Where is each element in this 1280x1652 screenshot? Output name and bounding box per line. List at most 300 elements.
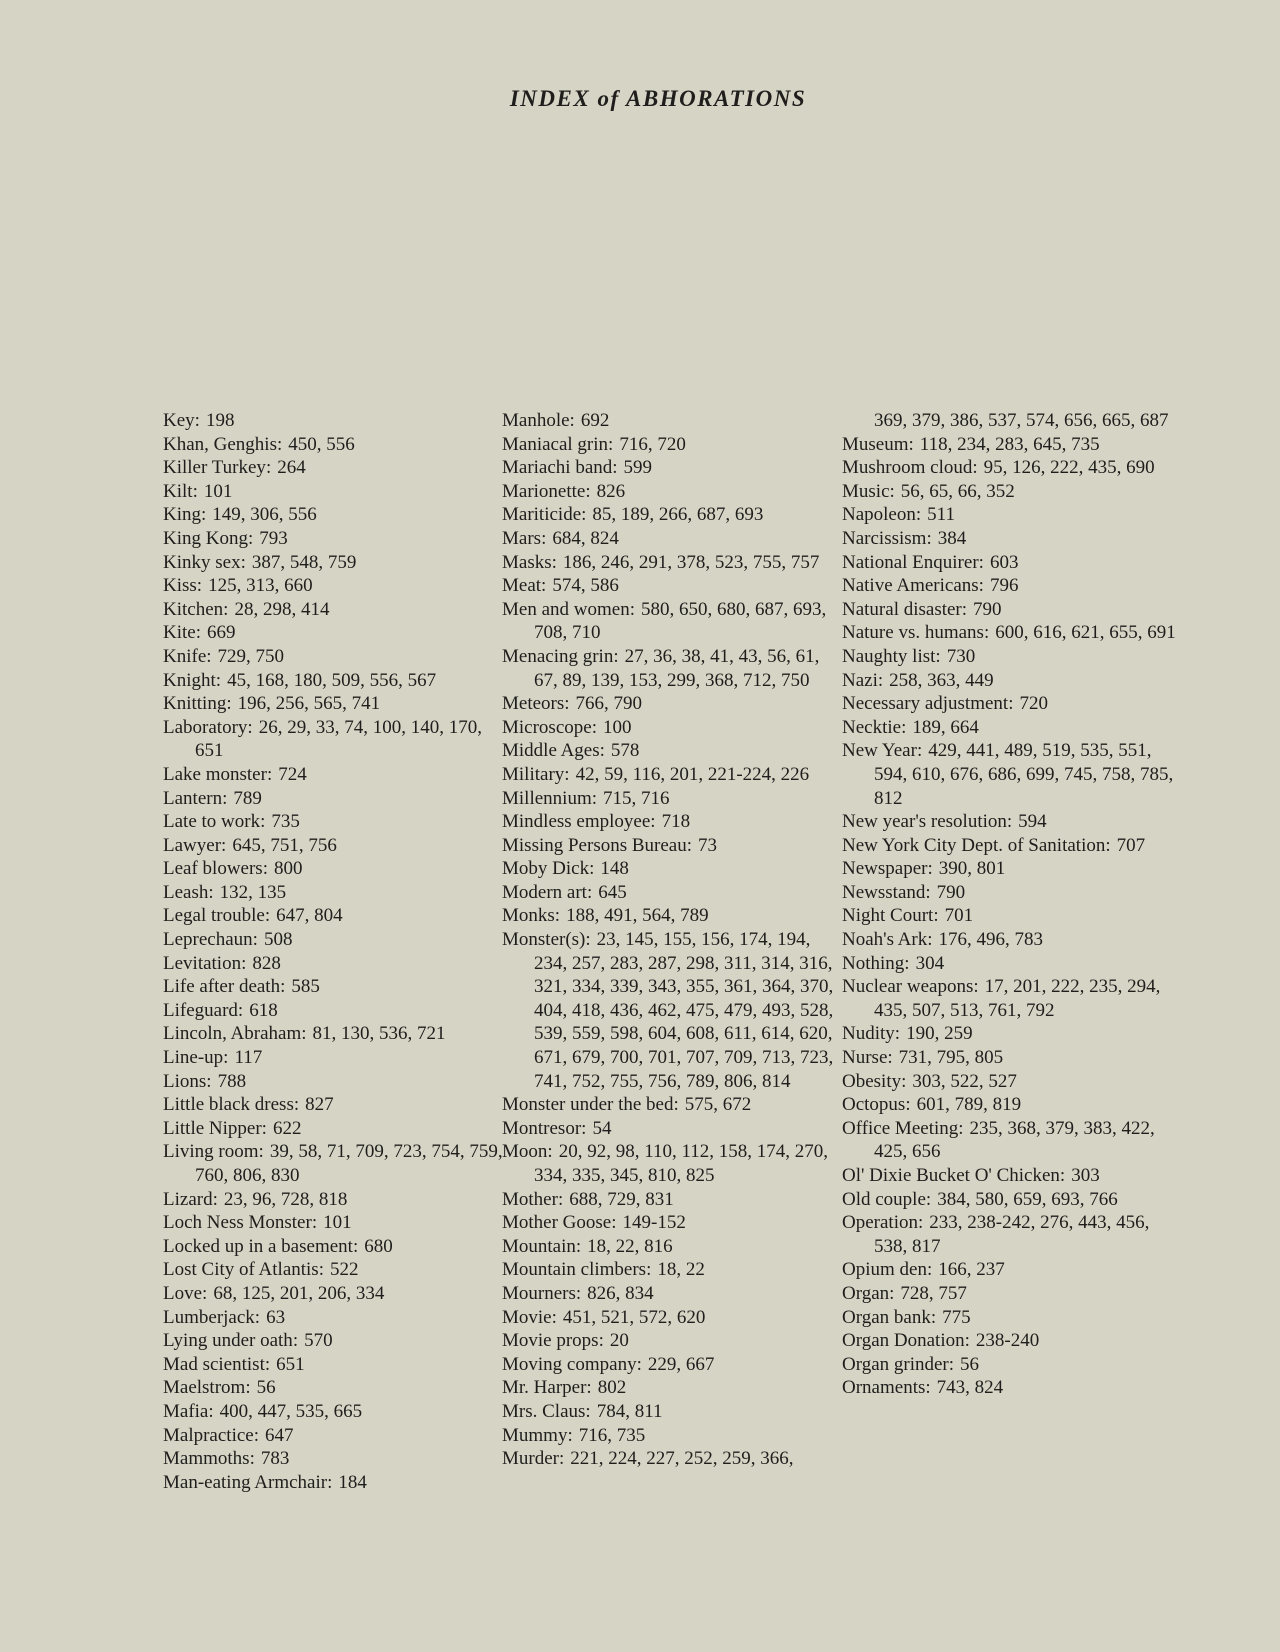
entry-term: Newsstand : (842, 882, 931, 903)
entry-term: Monster(s) : (502, 929, 591, 950)
entry-term: Military : (502, 764, 570, 785)
index-entry (502, 834, 842, 858)
entry-term: Moby Dick : (502, 858, 594, 879)
index-entry (842, 551, 1182, 575)
entry-pages: 688, 729, 831 (569, 1188, 674, 1210)
entry-term: Leash : (163, 882, 214, 903)
entry-pages: 384 (937, 527, 967, 549)
entry-term: Lying under oath : (163, 1330, 298, 1351)
entry-pages: 796 (989, 575, 1019, 597)
entry-term: Murder : (502, 1448, 564, 1469)
index-entry (163, 1188, 503, 1212)
index-entry (163, 787, 503, 811)
index-entry (502, 574, 842, 598)
entry-pages: 45, 168, 180, 509, 556, 567 (227, 669, 437, 691)
index-entry (163, 1400, 503, 1424)
index-entry (502, 503, 842, 527)
entry-term: Octopus : (842, 1094, 911, 1115)
entry-term: Loch Ness Monster : (163, 1212, 317, 1233)
entry-term: Modern art : (502, 882, 592, 903)
entry-term: Meteors : (502, 693, 570, 714)
index-entry (163, 1376, 503, 1400)
index-entry (842, 1046, 1182, 1070)
entry-pages: 369, 379, 386, 537, 574, 656, 665, 687 (874, 410, 1169, 431)
index-entry (163, 503, 503, 527)
entry-pages: 735 (271, 811, 300, 833)
entry-pages: 166, 237 (938, 1259, 1005, 1281)
index-entry (163, 1329, 503, 1353)
entry-term: Little black dress : (163, 1094, 299, 1115)
index-entry (163, 669, 503, 693)
entry-term: Lumberjack : (163, 1307, 260, 1328)
index-entry (163, 975, 503, 999)
entry-pages: 264 (277, 457, 306, 479)
entry-pages: 594 (1018, 811, 1047, 833)
entry-pages: 784, 811 (596, 1400, 663, 1422)
entry-term: Nazi : (842, 670, 883, 691)
entry-term: Night Court : (842, 905, 939, 926)
entry-term: Lawyer : (163, 835, 226, 856)
entry-term: Life after death : (163, 976, 285, 997)
entry-term: Music : (842, 481, 895, 502)
entry-term: National Enquirer : (842, 552, 984, 573)
entry-term: Malpractice : (163, 1425, 259, 1446)
entry-term: Love : (163, 1283, 207, 1304)
entry-pages: 18, 22 (657, 1259, 705, 1281)
index-entry (502, 1093, 842, 1117)
entry-pages: 692 (580, 410, 610, 431)
entry-term: Knitting : (163, 693, 232, 714)
entry-pages: 651 (276, 1353, 305, 1375)
entry-term: Knight : (163, 670, 221, 691)
page-title: INDEX of ABHORATIONS (509, 86, 807, 111)
entry-pages: 743, 824 (936, 1377, 1004, 1399)
entry-pages: 17, 201, 222, 235, 294, 435, 507, 513, 761, 792 (874, 976, 1161, 1021)
entry-pages: 198 (205, 410, 235, 431)
entry-term: Kitchen : (163, 599, 228, 620)
entry-term: Organ : (842, 1283, 894, 1304)
entry-pages: 233, 238-242, 276, 443, 456, 538, 817 (874, 1212, 1150, 1257)
entry-pages: 125, 313, 660 (208, 575, 313, 597)
entry-term: Mother : (502, 1189, 563, 1210)
entry-pages: 400, 447, 535, 665 (219, 1400, 363, 1422)
entry-pages: 600, 616, 621, 655, 691 (995, 622, 1176, 644)
entry-pages: 707 (1116, 834, 1146, 856)
entry-term: Ornaments : (842, 1377, 931, 1398)
entry-pages: 585 (291, 976, 320, 998)
index-entry (502, 787, 842, 811)
entry-term: Mars : (502, 528, 546, 549)
entry-pages: 645, 751, 756 (232, 834, 337, 856)
entry-term: Noah's Ark : (842, 929, 933, 950)
entry-term: Newspaper : (842, 858, 933, 879)
index-entry (842, 1117, 1182, 1164)
index-entry (842, 574, 1182, 598)
entry-term: Mindless employee : (502, 811, 656, 832)
entry-term: Lantern : (163, 788, 227, 809)
index-entry (842, 928, 1182, 952)
entry-term: Leaf blowers : (163, 858, 268, 879)
entry-pages: 729, 750 (217, 645, 285, 667)
index-entry (842, 598, 1182, 622)
entry-pages: 718 (661, 811, 691, 833)
entry-term: Natural disaster : (842, 599, 967, 620)
entry-term: Obesity : (842, 1071, 906, 1092)
index-entry (502, 1282, 842, 1306)
entry-term: Operation : (842, 1212, 923, 1233)
index-entry (502, 1424, 842, 1448)
entry-pages: 27, 36, 38, 41, 43, 56, 61, 67, 89, 139, 153, 299, 368, 712, 750 (534, 645, 820, 691)
entry-pages: 303 (1071, 1165, 1100, 1186)
entry-pages: 235, 368, 379, 383, 422, 425, 656 (874, 1117, 1155, 1163)
index-entry (163, 409, 503, 433)
index-entry (163, 999, 503, 1023)
entry-pages: 701 (944, 905, 974, 927)
index-entry (502, 1447, 842, 1471)
entry-term: Maniacal grin : (502, 434, 613, 455)
entry-pages: 229, 667 (647, 1353, 715, 1375)
entry-pages: 42, 59, 116, 201, 221-224, 226 (575, 763, 810, 785)
index-entry (842, 692, 1182, 716)
entry-term: Kite : (163, 622, 201, 643)
entry-pages: 23, 96, 728, 818 (223, 1188, 348, 1210)
index-entry (502, 1211, 842, 1235)
entry-pages: 132, 135 (219, 881, 287, 903)
entry-term: Office Meeting : (842, 1118, 964, 1139)
entry-pages: 429, 441, 489, 519, 535, 551, 594, 610, 676, 686, 699, 745, 758, 785, 812 (874, 740, 1174, 809)
entry-term: Microscope : (502, 717, 597, 738)
index-entry (842, 1070, 1182, 1094)
index-entry (502, 904, 842, 928)
entry-pages: 720 (1019, 693, 1048, 715)
index-entry (842, 621, 1182, 645)
entry-term: Organ bank : (842, 1307, 936, 1328)
entry-pages: 303, 522, 527 (912, 1070, 1017, 1092)
entry-pages: 647 (265, 1424, 294, 1446)
entry-term: Locked up in a basement : (163, 1236, 358, 1257)
entry-pages: 450, 556 (288, 433, 355, 455)
entry-pages: 716, 720 (619, 433, 686, 455)
index-entry (502, 928, 842, 1093)
index-column-right (842, 409, 1182, 1400)
entry-term: Monks : (502, 905, 560, 926)
entry-term: King Kong : (163, 528, 253, 549)
index-entry (163, 433, 503, 457)
entry-pages: 716, 735 (578, 1424, 646, 1446)
index-entry (502, 1329, 842, 1353)
index-entry (502, 645, 842, 692)
entry-pages: 149-152 (622, 1212, 686, 1234)
entry-pages: 189, 664 (912, 716, 979, 738)
index-entry (163, 810, 503, 834)
index-entry (842, 1306, 1182, 1330)
entry-term: New year's resolution : (842, 811, 1012, 832)
entry-term: Mountain climbers : (502, 1259, 651, 1280)
entry-term: Necessary adjustment : (842, 693, 1013, 714)
entry-term: Knife : (163, 646, 212, 667)
index-entry (842, 1164, 1182, 1188)
index-entry (842, 834, 1182, 858)
entry-term: Man-eating Armchair : (163, 1472, 332, 1493)
index-entry (502, 527, 842, 551)
index-entry (502, 480, 842, 504)
index-entry (842, 975, 1182, 1022)
index-entry (502, 1258, 842, 1282)
entry-pages: 56 (256, 1377, 276, 1399)
entry-term: New York City Dept. of Sanitation : (842, 835, 1111, 856)
index-entry (163, 1211, 503, 1235)
index-entry (502, 433, 842, 457)
index-entry (502, 551, 842, 575)
entry-term: Manhole : (502, 410, 575, 431)
entry-term: Kinky sex : (163, 552, 246, 573)
entry-pages: 684, 824 (552, 527, 619, 549)
entry-pages: 508 (263, 929, 293, 951)
entry-term: Masks : (502, 552, 557, 573)
entry-term: Laboratory : (163, 717, 253, 738)
index-entry (163, 1022, 503, 1046)
index-entry (163, 1046, 503, 1070)
entry-pages: 783 (260, 1448, 290, 1470)
entry-term: Late to work : (163, 811, 265, 832)
index-entry (502, 1235, 842, 1259)
entry-term: Mummy : (502, 1425, 573, 1446)
entry-pages: 793 (259, 527, 288, 549)
index-entry (842, 527, 1182, 551)
index-entry (502, 1376, 842, 1400)
entry-term: Native Americans : (842, 575, 984, 596)
index-entry (163, 551, 503, 575)
entry-pages: 100 (602, 716, 632, 738)
entry-pages: 18, 22, 816 (587, 1235, 673, 1257)
entry-pages: 766, 790 (575, 693, 643, 715)
index-entry (163, 527, 503, 551)
index-entry (842, 716, 1182, 740)
entry-pages: 574, 586 (552, 575, 619, 597)
entry-term: Millennium : (502, 788, 597, 809)
entry-pages: 511 (927, 504, 955, 526)
entry-pages: 730 (946, 645, 976, 667)
entry-term: Museum : (842, 434, 914, 455)
entry-term: Men and women : (502, 599, 635, 620)
entry-pages: 384, 580, 659, 693, 766 (937, 1188, 1118, 1210)
entry-pages: 827 (305, 1094, 334, 1116)
index-column-left (163, 409, 503, 1494)
entry-term: Nudity : (842, 1023, 900, 1044)
entry-term: Leprechaun : (163, 929, 258, 950)
index-entry (502, 1140, 842, 1187)
entry-pages: 575, 672 (684, 1094, 752, 1116)
entry-pages: 95, 126, 222, 435, 690 (983, 457, 1155, 479)
entry-term: Mrs. Claus : (502, 1401, 591, 1422)
index-entry (163, 1447, 503, 1471)
entry-term: Monster under the bed : (502, 1094, 679, 1115)
entry-pages: 184 (338, 1471, 367, 1493)
entry-term: Organ grinder : (842, 1354, 954, 1375)
entry-term: Legal trouble : (163, 905, 270, 926)
index-entry (163, 1070, 503, 1094)
index-entry (163, 928, 503, 952)
entry-pages: 54 (592, 1117, 612, 1139)
entry-term: Moving company : (502, 1354, 642, 1375)
index-entry (842, 480, 1182, 504)
entry-pages: 802 (597, 1377, 627, 1399)
entry-term: Mr. Harper : (502, 1377, 592, 1398)
index-entry (163, 1282, 503, 1306)
entry-pages: 680 (364, 1235, 393, 1257)
entry-term: Opium den : (842, 1259, 932, 1280)
entry-term: Mushroom cloud : (842, 457, 978, 478)
entry-term: Old couple : (842, 1189, 931, 1210)
entry-pages: 790 (973, 598, 1002, 620)
index-entry (163, 952, 503, 976)
entry-pages: 578 (610, 740, 640, 762)
entry-pages: 645 (598, 881, 627, 903)
entry-pages: 148 (600, 858, 629, 880)
index-entry (502, 456, 842, 480)
entry-pages: 26, 29, 33, 74, 100, 140, 170, 651 (195, 716, 482, 762)
index-entry (502, 739, 842, 763)
index-entry (163, 716, 503, 763)
entry-pages: 188, 491, 564, 789 (566, 905, 709, 927)
entry-pages: 190, 259 (906, 1023, 973, 1045)
index-entry (842, 409, 1182, 433)
entry-term: Lost City of Atlantis : (163, 1259, 324, 1280)
entry-pages: 618 (249, 999, 278, 1021)
entry-pages: 387, 548, 759 (251, 551, 357, 573)
entry-pages: 39, 58, 71, 709, 723, 754, 759, 760, 806, 830 (195, 1141, 503, 1186)
entry-term: New Year : (842, 740, 922, 761)
entry-term: Nuclear weapons : (842, 976, 979, 997)
entry-pages: 176, 496, 783 (938, 929, 1044, 951)
entry-pages: 731, 795, 805 (898, 1047, 1004, 1069)
entry-pages: 599 (623, 457, 653, 479)
index-entry (163, 1353, 503, 1377)
index-entry (842, 1093, 1182, 1117)
entry-pages: 390, 801 (938, 858, 1006, 880)
index-entry (163, 857, 503, 881)
index-entry (163, 834, 503, 858)
index-entry (842, 433, 1182, 457)
entry-pages: 85, 189, 266, 687, 693 (592, 504, 764, 526)
entry-pages: 68, 125, 201, 206, 334 (213, 1282, 385, 1304)
entry-term: Montresor : (502, 1118, 586, 1139)
entry-term: Nature vs. humans : (842, 622, 989, 643)
entry-pages: 23, 145, 155, 156, 174, 194, 234, 257, 283, 287, 298, 311, 314, 316, 321, 334, 339, 343, 355, 361, 364, 370, 404, 418, 436, 462, 475, 479, 493, 528, 539, 559, 598, 604, 608, 611, 614, 620, 671, 679, 700, 701, 707, 709, 713, 723, 741, 752, 755, 756, 789, 806, 814 (534, 929, 834, 1092)
entry-pages: 715, 716 (603, 787, 670, 809)
index-entry (502, 1306, 842, 1330)
entry-term: Kilt : (163, 481, 198, 502)
index-entry (163, 598, 503, 622)
entry-term: Missing Persons Bureau : (502, 835, 692, 856)
index-entry (842, 904, 1182, 928)
entry-pages: 570 (304, 1330, 333, 1352)
entry-pages: 826 (596, 480, 626, 502)
entry-term: Nurse : (842, 1047, 893, 1068)
index-entry (163, 1258, 503, 1282)
entry-pages: 258, 363, 449 (889, 669, 994, 691)
index-entry (842, 1353, 1182, 1377)
entry-pages: 186, 246, 291, 378, 523, 755, 757 (562, 551, 820, 573)
index-entry (163, 456, 503, 480)
entry-term: Lifeguard : (163, 1000, 243, 1021)
entry-pages: 20 (609, 1330, 629, 1352)
entry-term: Naughty list : (842, 646, 941, 667)
index-entry (163, 1424, 503, 1448)
index-entry (163, 904, 503, 928)
index-entry (842, 503, 1182, 527)
index-entry (842, 1211, 1182, 1258)
index-entry (842, 669, 1182, 693)
entry-pages: 603 (989, 551, 1019, 573)
entry-pages: 118, 234, 283, 645, 735 (919, 433, 1100, 455)
entry-term: Moon : (502, 1141, 553, 1162)
entry-pages: 788 (217, 1070, 247, 1092)
entry-pages: 800 (274, 858, 303, 880)
entry-term: Mariachi band : (502, 457, 618, 478)
entry-pages: 28, 298, 414 (234, 598, 330, 620)
entry-term: Movie props : (502, 1330, 604, 1351)
entry-term: King : (163, 504, 206, 525)
entry-pages: 81, 130, 536, 721 (312, 1023, 446, 1045)
entry-pages: 522 (329, 1259, 359, 1281)
index-entry (502, 881, 842, 905)
entry-pages: 238-240 (975, 1330, 1040, 1352)
index-entry (502, 1117, 842, 1141)
entry-pages: 789 (233, 787, 262, 809)
entry-term: Kiss : (163, 575, 202, 596)
entry-term: Nothing : (842, 953, 910, 974)
entry-term: Mother Goose : (502, 1212, 617, 1233)
entry-term: Levitation : (163, 953, 246, 974)
entry-term: Mourners : (502, 1283, 581, 1304)
entry-pages: 20, 92, 98, 110, 112, 158, 174, 270, 334, 335, 345, 810, 825 (534, 1141, 829, 1186)
index-entry (502, 598, 842, 645)
entry-pages: 73 (698, 834, 718, 856)
index-entry (502, 716, 842, 740)
index-entry (163, 1306, 503, 1330)
entry-term: Living room : (163, 1141, 264, 1162)
entry-term: Narcissism : (842, 528, 932, 549)
index-entry (842, 881, 1182, 905)
entry-pages: 647, 804 (276, 905, 343, 927)
entry-term: Napoleon : (842, 504, 921, 525)
entry-pages: 451, 521, 572, 620 (562, 1306, 706, 1328)
index-entry (502, 1400, 842, 1424)
entry-pages: 117 (234, 1047, 263, 1069)
entry-pages: 790 (936, 881, 966, 903)
index-entry (842, 1188, 1182, 1212)
entry-term: Middle Ages : (502, 740, 605, 761)
entry-term: Killer Turkey : (163, 457, 271, 478)
index-entry (842, 810, 1182, 834)
index-entry (502, 763, 842, 787)
index-entry (842, 1258, 1182, 1282)
entry-term: Ol' Dixie Bucket O' Chicken : (842, 1165, 1065, 1186)
index-entry (842, 952, 1182, 976)
index-entry (163, 480, 503, 504)
index-entry (502, 1353, 842, 1377)
index-entry (163, 763, 503, 787)
index-entry (502, 810, 842, 834)
index-entry (502, 857, 842, 881)
entry-term: Little Nipper : (163, 1118, 267, 1139)
entry-pages: 101 (323, 1212, 352, 1234)
index-entry (163, 1117, 503, 1141)
entry-pages: 56, 65, 66, 352 (900, 480, 1015, 502)
index-column-middle (502, 409, 842, 1471)
entry-pages: 63 (266, 1306, 286, 1328)
